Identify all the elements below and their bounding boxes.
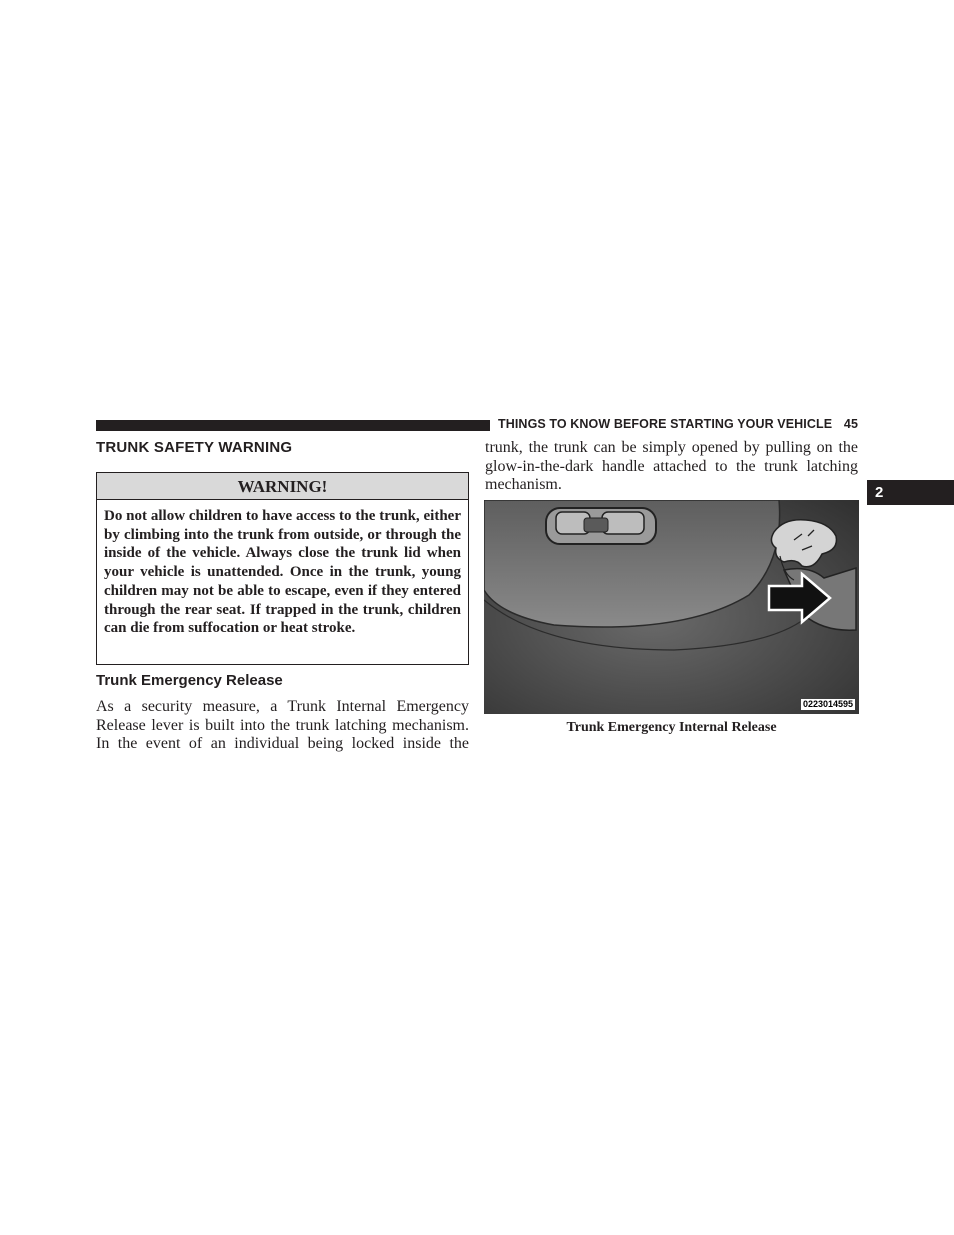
page-number: 45 (843, 417, 858, 431)
warning-box (96, 472, 469, 665)
subsection-title: Trunk Emergency Release (96, 672, 283, 689)
header-rule (96, 420, 490, 431)
trunk-release-figure (484, 500, 859, 714)
figure-code: 0223014595 (802, 699, 853, 709)
running-title: THINGS TO KNOW BEFORE STARTING YOUR VEHICLE (498, 417, 833, 431)
section-title: TRUNK SAFETY WARNING (96, 439, 293, 456)
body-paragraph-right: trunk, the trunk can be simply opened by pulling on the glow-in-the-dark handle attached to the trunk latching mechanism. (485, 439, 858, 494)
trunk-latch-illustration (484, 500, 859, 714)
running-header (498, 417, 858, 431)
chapter-tab: 2 (867, 480, 954, 505)
body-paragraph-left: As a security measure, a Trunk Internal Emergency Release lever is built into the trunk latching mechanism. In the event of an individual being locked inside the (96, 698, 469, 753)
latch-icon (546, 508, 656, 544)
warning-heading: WARNING! (97, 473, 468, 500)
warning-body: Do not allow children to have access to the trunk, either by climbing into the trunk from outside, or through the inside of the vehicle. Always close the trunk lid when your vehicle is unattended. Once in the trunk, young children may not be able to escape, even if they entered through the rear seat. If trapped in the trunk, children can die from suffocation or heat stroke. (104, 508, 461, 637)
figure-caption: Trunk Emergency Internal Release (566, 720, 777, 735)
